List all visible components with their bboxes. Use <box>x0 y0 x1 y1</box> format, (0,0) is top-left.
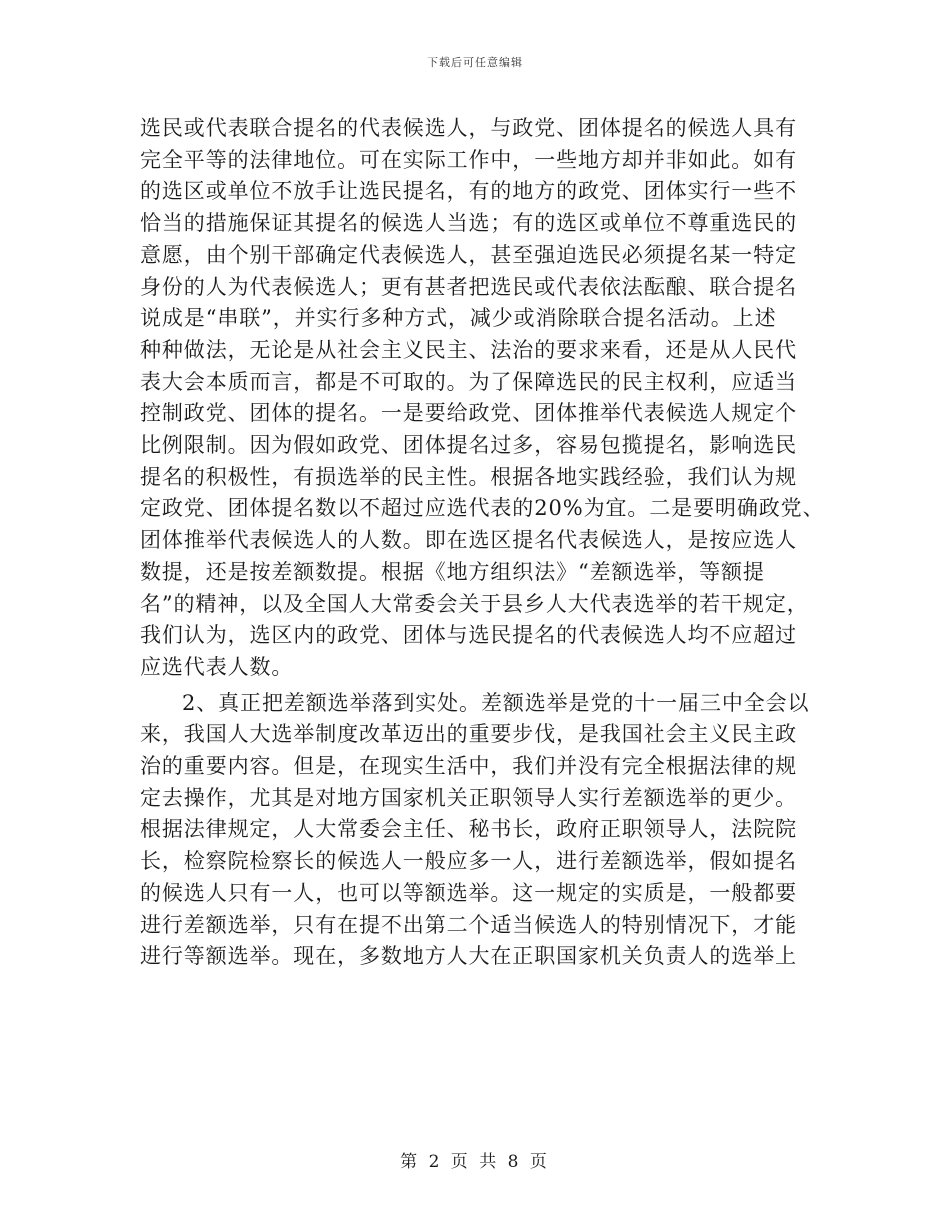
body-line: 比例限制。因为假如政党、团体提名过多，容易包揽提名，影响选民 <box>140 433 797 458</box>
body-line: 进行等额选举。现在，多数地方人大在正职国家机关负责人的选举上 <box>140 944 797 969</box>
body-line: 提名的积极性，有损选举的民主性。根据各地实践经验，我们认为规 <box>140 464 797 489</box>
body-line: 身份的人为代表候选人；更有甚者把选民或代表依法酝酿、联合提名 <box>140 274 797 299</box>
body-line: 说成是“串联”，并实行多种方式，减少或消除联合提名活动。上述 <box>140 306 777 331</box>
body-line: 完全平等的法律地位。可在实际工作中，一些地方却并非如此。如有 <box>140 147 797 172</box>
body-line: 治的重要内容。但是，在现实生活中，我们并没有完全根据法律的规 <box>140 754 797 779</box>
body-line: 长，检察院检察长的候选人一般应多一人，进行差额选举，假如提名 <box>140 849 797 874</box>
body-line: 我们认为，选区内的政党、团体与选民提名的代表候选人均不应超过 <box>140 623 797 648</box>
body-line: 名”的精神，以及全国人大常委会关于县乡人大代表选举的若干规定， <box>140 591 809 616</box>
body-line: 团体推举代表候选人的人数。即在选区提名代表候选人，是按应选人 <box>140 528 797 553</box>
body-line: 根据法律规定，人大常委会主任、秘书长，政府正职领导人，法院院 <box>140 817 797 842</box>
body-line: 表大会本质而言，都是不可取的。为了保障选民的民主权利，应适当 <box>140 369 797 394</box>
body-line: 定去操作，尤其是对地方国家机关正职领导人实行差额选举的更少。 <box>140 785 797 810</box>
body-line: 控制政党、团体的提名。一是要给政党、团体推举代表候选人规定个 <box>140 401 797 426</box>
body-line: 种种做法，无论是从社会主义民主、法治的要求来看，还是从人民代 <box>140 337 797 362</box>
body-line: 恰当的措施保证其提名的候选人当选；有的选区或单位不尊重选民的 <box>140 211 797 236</box>
body-line: 数提，还是按差额数提。根据《地方组织法》“差额选举，等额提 <box>140 559 765 584</box>
paragraph-start-line: 2、真正把差额选举落到实处。差额选举是党的十一届三中全会以 <box>182 690 810 715</box>
header-note: 下载后可任意编辑 <box>427 56 523 69</box>
body-line: 定政党、团体提名数以不超过应选代表的20%为宜。二是要明确政党、 <box>140 496 825 521</box>
body-line: 应选代表人数。 <box>140 654 294 679</box>
body-line: 来，我国人大选举制度改革迈出的重要步伐，是我国社会主义民主政 <box>140 722 797 747</box>
body-line: 意愿，由个别干部确定代表候选人，甚至强迫选民必须提名某一特定 <box>140 242 797 267</box>
body-line: 的候选人只有一人，也可以等额选举。这一规定的实质是，一般都要 <box>140 880 797 905</box>
document-body <box>140 113 825 973</box>
body-line: 的选区或单位不放手让选民提名，有的地方的政党、团体实行一些不 <box>140 179 797 204</box>
body-line: 选民或代表联合提名的代表候选人，与政党、团体提名的候选人具有 <box>140 116 797 140</box>
body-line: 进行差额选举，只有在提不出第二个适当候选人的特别情况下，才能 <box>140 912 797 937</box>
page-number-footer: 第 2 页 共 8 页 <box>400 1152 550 1172</box>
